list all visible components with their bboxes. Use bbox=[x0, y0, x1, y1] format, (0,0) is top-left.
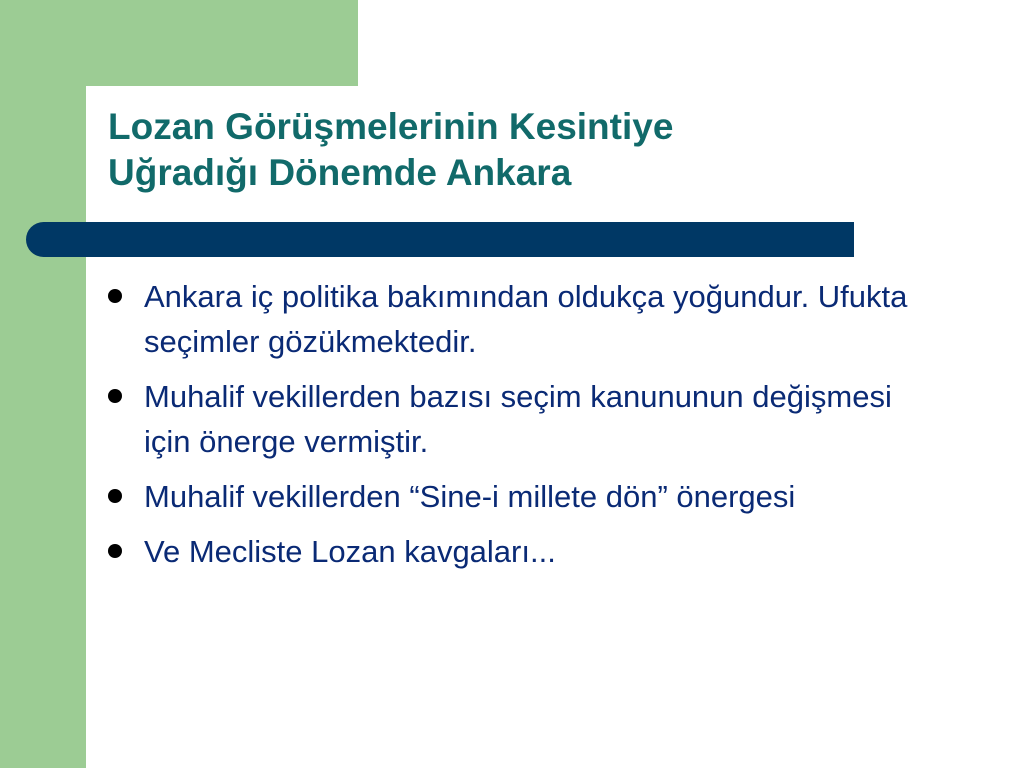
bullet-list bbox=[106, 274, 936, 584]
bullet-item-1 bbox=[106, 274, 936, 364]
slide-title-line-1: Lozan Görüşmelerinin Kesintiye bbox=[108, 106, 674, 147]
bullet-item-4 bbox=[106, 529, 936, 574]
green-side-band bbox=[0, 0, 86, 768]
title-divider-bar bbox=[26, 222, 854, 257]
bullet-text: Muhalif vekillerden “Sine-i millete dön” önergesi bbox=[144, 479, 796, 514]
bullet-item-3 bbox=[106, 474, 936, 519]
bullet-dot-icon bbox=[108, 389, 122, 403]
slide-title bbox=[108, 104, 868, 196]
bullet-text: Muhalif vekillerden bazısı seçim kanununun değişmesi için önerge vermiştir. bbox=[144, 379, 892, 459]
bullet-text: Ve Mecliste Lozan kavgaları... bbox=[144, 534, 556, 569]
bullet-dot-icon bbox=[108, 544, 122, 558]
slide-title-line-2: Uğradığı Dönemde Ankara bbox=[108, 152, 572, 193]
bullet-dot-icon bbox=[108, 489, 122, 503]
bullet-text: Ankara iç politika bakımından oldukça yoğundur. Ufukta seçimler gözükmektedir. bbox=[144, 279, 908, 359]
bullet-item-2 bbox=[106, 374, 936, 464]
bullet-dot-icon bbox=[108, 289, 122, 303]
green-top-band bbox=[0, 0, 358, 86]
